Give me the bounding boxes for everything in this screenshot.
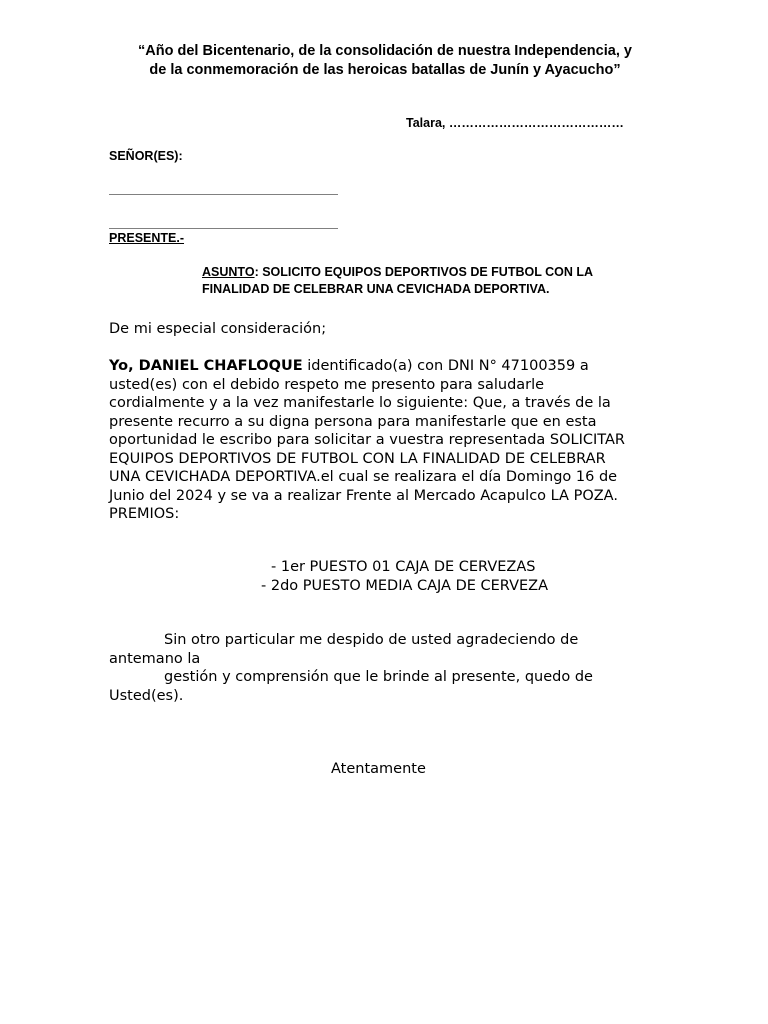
sender-name: Yo, DANIEL CHAFLOQUE — [109, 358, 303, 374]
subject-line-1 — [202, 264, 662, 281]
recipient-name-line — [109, 194, 338, 195]
presente-label: PRESENTE.- — [109, 231, 185, 245]
header-line-2: de la conmemoración de las heroicas batallas de Junín y Ayacucho” — [149, 62, 621, 78]
header-motto — [90, 42, 680, 80]
body-line: EQUIPOS DEPORTIVOS DE FUTBOL CON LA FINALIDAD DE CELEBRAR — [109, 450, 606, 467]
body-line: usted(es) con el debido respeto me presento para saludarle — [109, 376, 545, 393]
closing-line-2: antemano la — [109, 650, 201, 667]
body-line: cordialmente y a la vez manifestarle lo siguiente: Que, a través de la — [109, 395, 611, 411]
recipient-salutation: SEÑOR(ES): — [109, 149, 183, 163]
subject-line-2: FINALIDAD DE CELEBRAR UNA CEVICHADA DEPORTIVA. — [202, 281, 550, 296]
subject-block — [202, 264, 662, 297]
body-line: UNA CEVICHADA DEPORTIVA.el cual se realizara el día Domingo 16 de — [109, 469, 618, 485]
place-date: Talara, …………………………………… — [406, 116, 624, 130]
closing-paragraph — [109, 631, 669, 705]
recipient-title-line — [109, 228, 338, 229]
closing-line-1: Sin otro particular me despido de usted agradeciendo de — [164, 632, 579, 648]
premios-label: PREMIOS: — [109, 506, 180, 522]
greeting: De mi especial consideración; — [109, 321, 327, 337]
prize-first: - 1er PUESTO 01 CAJA DE CERVEZAS — [271, 559, 536, 575]
body-line: presente recurro a su digna persona para manifestarle que en esta — [109, 413, 597, 430]
subject-label: ASUNTO — [202, 265, 255, 279]
body-paragraph — [109, 357, 669, 524]
body-line: oportunidad le escribo para solicitar a vuestra representada SOLICITAR — [109, 432, 626, 448]
body-line-1-rest: identificado(a) con DNI N° 47100359 a — [302, 358, 589, 374]
signoff: Atentamente — [331, 761, 426, 777]
closing-line-4: Usted(es). — [109, 687, 184, 704]
body-line: Junio del 2024 y se va a realizar Frente al Mercado Acapulco LA POZA. — [109, 487, 618, 504]
subject-text-1: : SOLICITO EQUIPOS DEPORTIVOS DE FUTBOL CON LA — [254, 265, 594, 279]
prize-second: - 2do PUESTO MEDIA CAJA DE CERVEZA — [261, 578, 549, 594]
body-line-1 — [109, 357, 669, 376]
closing-line-3: gestión y comprensión que le brinde al presente, quedo de — [164, 669, 593, 685]
header-line-1: “Año del Bicentenario, de la consolidación de nuestra Independencia, y — [138, 43, 632, 59]
